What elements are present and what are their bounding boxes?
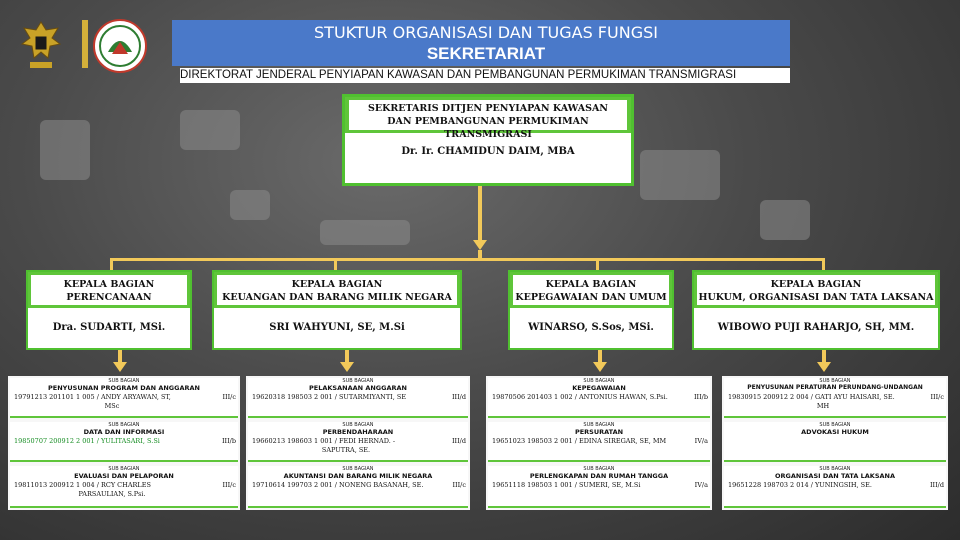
- sub-section-tag: SUB BAGIAN: [108, 378, 140, 384]
- sub-section-card: [10, 422, 238, 462]
- staff-grade: III/b: [693, 393, 708, 401]
- staff-record: 19791213 201101 1 005 / ANDY ARYAWAN, ST,: [14, 393, 171, 401]
- logo-divider: [82, 20, 88, 68]
- secretary-name: Dr. Ir. CHAMIDUN DAIM, MBA: [401, 146, 575, 157]
- sub-section-tag: SUB BAGIAN: [342, 378, 374, 384]
- staff-record: 19660213 198603 1 001 / FEDI HERNAD. -: [252, 437, 396, 445]
- bureau-head-name: WIBOWO PUJI RAHARJO, SH, MM.: [717, 322, 915, 333]
- sub-section-card: [10, 466, 238, 508]
- staff-grade: III/b: [221, 437, 236, 445]
- sub-section-tag: SUB BAGIAN: [819, 466, 851, 472]
- sub-section-tag: SUB BAGIAN: [108, 422, 140, 428]
- sub-section-title: AKUNTANSI DAN BARANG MILIK NEGARA: [283, 472, 433, 480]
- bureau-head-name: WINARSO, S.Sos, MSi.: [528, 322, 654, 333]
- staff-grade: IV/a: [694, 437, 708, 445]
- puzzle-piece-decoration: [760, 200, 810, 240]
- puzzle-piece-decoration: [320, 220, 410, 245]
- sub-section-title: PENYUSUNAN PERATURAN PERUNDANG-UNDANGAN: [747, 384, 923, 391]
- directorate-label: DIREKTORAT JENDERAL PENYIAPAN KAWASAN DAN PEMBANGUNAN PERMUKIMAN TRANSMIGRASI: [180, 68, 790, 83]
- staff-record: 19811013 200912 1 004 / RCY CHARLES: [14, 481, 151, 489]
- sub-section-card: [724, 422, 946, 462]
- sub-section-title: EVALUASI DAN PELAPORAN: [74, 472, 174, 480]
- staff-record-cont: MSc: [104, 402, 120, 410]
- sub-section-card: [10, 378, 238, 418]
- page-subtitle-unit: SEKRETARIAT: [426, 44, 546, 63]
- sub-section-card: [488, 422, 710, 462]
- connector-line: [112, 258, 824, 261]
- staff-grade: III/c: [452, 481, 466, 489]
- sub-section-card: [488, 466, 710, 508]
- staff-record: 19830915 200912 2 004 / GATI AYU HAISARI, SE.: [728, 393, 895, 401]
- bureau-head-name: SRI WAHYUNI, SE, M.Si: [269, 322, 405, 333]
- bureau-title-line2: KEPEGAWAIAN DAN UMUM: [515, 292, 667, 303]
- connector-arrow: [593, 362, 607, 372]
- sub-section-tag: SUB BAGIAN: [342, 466, 374, 472]
- staff-record-cont: MH: [816, 402, 830, 410]
- bureau-title-line2: HUKUM, ORGANISASI DAN TATA LAKSANA: [698, 292, 934, 303]
- bureau-head-name: Dra. SUDARTI, MSi.: [52, 322, 166, 333]
- sub-section-title: PERLENGKAPAN DAN RUMAH TANGGA: [529, 472, 669, 480]
- bureau-title-line1: KEPALA BAGIAN: [291, 279, 383, 290]
- connector-arrow: [113, 362, 127, 372]
- staff-grade: III/d: [451, 437, 466, 445]
- connector-arrow: [340, 362, 354, 372]
- sub-section-title: PENYUSUNAN PROGRAM DAN ANGGARAN: [48, 384, 200, 392]
- sub-section-card: [724, 466, 946, 508]
- sub-section-card: [248, 422, 468, 462]
- staff-grade: III/c: [222, 393, 236, 401]
- sub-section-tag: SUB BAGIAN: [342, 422, 374, 428]
- sub-section-title: ADVOKASI HUKUM: [801, 428, 869, 436]
- bureau-title-line1: KEPALA BAGIAN: [770, 279, 862, 290]
- staff-record: 19651118 198503 1 001 / SUMERI, SE, M.Si: [492, 481, 641, 489]
- staff-record: 19651023 198503 2 001 / EDINA SIREGAR, SE, MM: [492, 437, 667, 445]
- sub-section-title: PERBENDAHARAAN: [322, 428, 394, 436]
- connector-arrow: [817, 362, 831, 372]
- secretary-title-line1: SEKRETARIS DITJEN PENYIAPAN KAWASAN: [368, 103, 608, 114]
- sub-section-title: KEPEGAWAIAN: [572, 384, 626, 392]
- bureau-header: [214, 272, 460, 308]
- staff-record: 19710614 199703 2 001 / NONENG BASANAH, SE.: [252, 481, 424, 489]
- secretary-header: [345, 97, 631, 140]
- staff-grade: IV/a: [694, 481, 708, 489]
- connector-arrow: [473, 240, 487, 250]
- bureau-header: [510, 272, 672, 308]
- sub-section-tag: SUB BAGIAN: [583, 378, 615, 384]
- staff-grade: III/c: [222, 481, 236, 489]
- puzzle-piece-decoration: [230, 190, 270, 220]
- puzzle-piece-decoration: [180, 110, 240, 150]
- sub-section-card: [248, 466, 468, 508]
- bureau-title-line2: KEUANGAN DAN BARANG MILIK NEGARA: [222, 292, 452, 303]
- staff-record-cont: PARSAULIAN, S.Psi.: [78, 490, 146, 498]
- staff-record: 19651228 198703 2 014 / YUNINGSIH, SE.: [728, 481, 872, 489]
- garuda-emblem-icon: [20, 18, 62, 74]
- staff-record: 19620318 198503 2 001 / SUTARMIYANTI, SE: [252, 393, 407, 401]
- sub-section-tag: SUB BAGIAN: [819, 422, 851, 428]
- staff-grade: III/d: [451, 393, 466, 401]
- secretary-title-line2: DAN PEMBANGUNAN PERMUKIMAN TRANSMIGRASI: [387, 116, 589, 140]
- staff-grade: III/d: [929, 481, 944, 489]
- puzzle-piece-decoration: [40, 120, 90, 180]
- connector-line: [478, 186, 482, 242]
- sub-section-tag: SUB BAGIAN: [583, 466, 615, 472]
- staff-record-cont: SAPUTRA, SE.: [321, 446, 371, 454]
- sub-section-card: [248, 378, 468, 418]
- page-title: STUKTUR ORGANISASI DAN TUGAS FUNGSI: [314, 23, 658, 42]
- bureau-title-line1: KEPALA BAGIAN: [63, 279, 155, 290]
- staff-record: 19850707 200912 2 001 / YULITASARI, S.Si: [14, 437, 160, 445]
- sub-section-title: PERSURATAN: [574, 428, 624, 436]
- bureau-title-line2: PERENCANAAN: [66, 292, 152, 303]
- bureau-header: [28, 272, 190, 308]
- sub-section-tag: SUB BAGIAN: [583, 422, 615, 428]
- ministry-logo-icon: [90, 18, 150, 74]
- sub-section-card: [724, 378, 946, 418]
- sub-section-title: DATA DAN INFORMASI: [83, 428, 165, 436]
- puzzle-piece-decoration: [640, 150, 720, 200]
- staff-grade: III/c: [930, 393, 944, 401]
- sub-section-card: [488, 378, 710, 418]
- connector-line: [478, 250, 482, 260]
- sub-section-tag: SUB BAGIAN: [108, 466, 140, 472]
- sub-section-title: PELAKSANAAN ANGGARAN: [309, 384, 407, 392]
- sub-section-tag: SUB BAGIAN: [819, 378, 851, 384]
- staff-record: 19870506 201403 1 002 / ANTONIUS HAWAN, S.Psi.: [492, 393, 668, 401]
- bureau-header: [694, 272, 938, 308]
- bureau-title-line1: KEPALA BAGIAN: [545, 279, 637, 290]
- sub-section-title: ORGANISASI DAN TATA LAKSANA: [774, 472, 896, 480]
